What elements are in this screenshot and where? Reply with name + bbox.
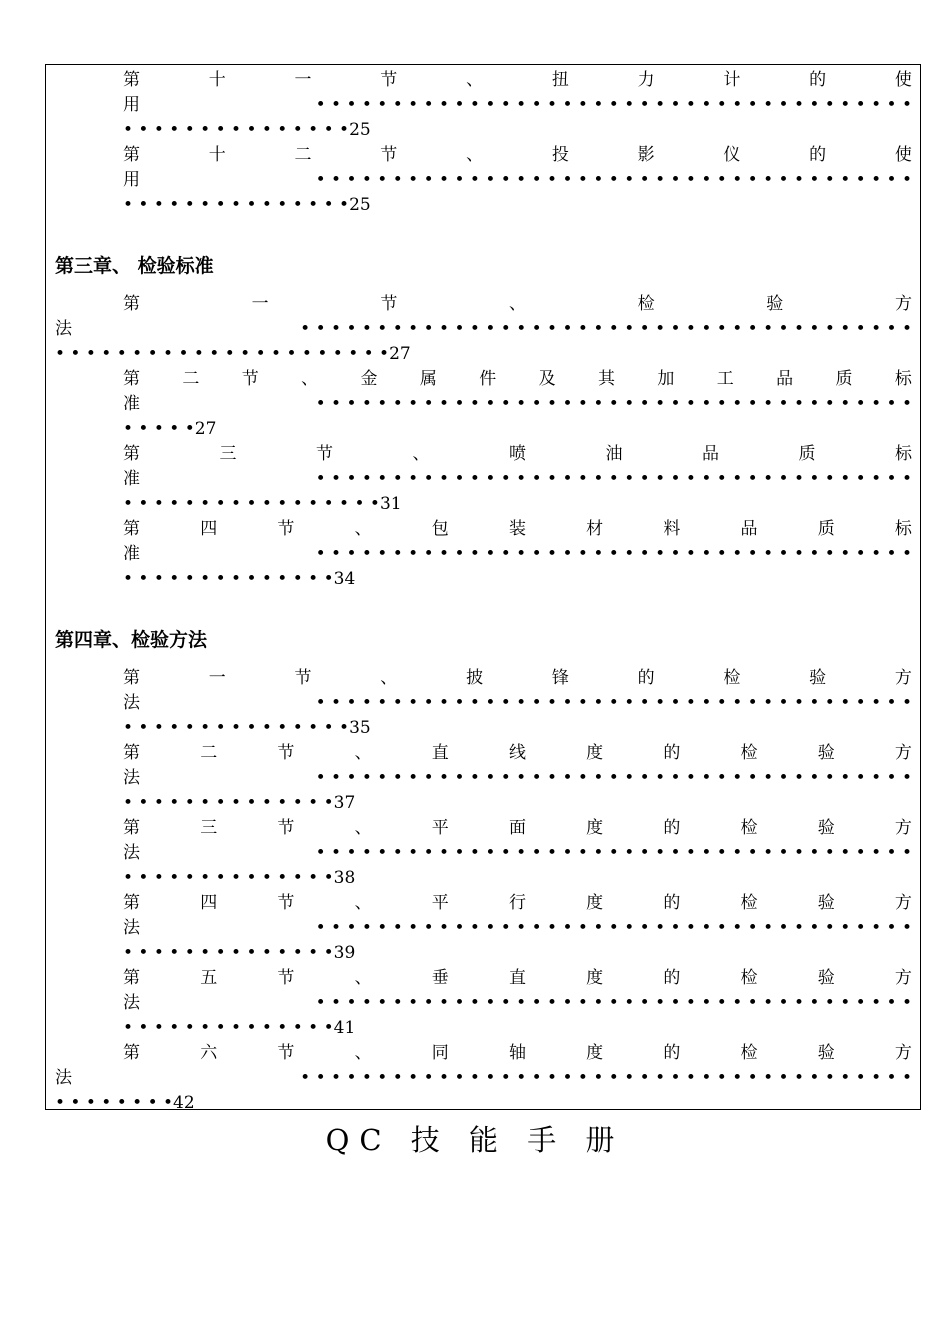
toc-entry [123, 816, 912, 891]
dot-leader: • • • • • • • • • • • • • • • • • • • • • • • • • • • • • • • • • • • • • • • • [300, 319, 912, 339]
toc-entry-title-line: 第 二 节 、 直 线 度 的 检 验 方 [123, 743, 912, 763]
toc-entry-leader-line: 法 • • • • • • • • • • • • • • • • • • • • • • • • • • • • • • • • • • • • • • • [123, 841, 912, 866]
chapter-heading: 第三章、 检验标准 [55, 255, 214, 277]
toc-entry [123, 891, 912, 966]
toc-entry-page-line: • • • • • • • • • • • • • • •25 [123, 195, 371, 215]
toc-entry-page-line: • • • • • • • •42 [55, 1093, 195, 1113]
dot-leader: • • • • • • • • • • • • • • • • • • • • • • • • • • • • • • • • • • • • • • • [315, 843, 912, 863]
toc-entry-title-line: 第 十 一 节 、 扭 力 计 的 使 [123, 70, 912, 90]
dot-leader: • • • • • • • • • • • • • • • • • • • • • • • • • • • • • • • • • • • • • • • [315, 544, 912, 564]
dot-leader: • • • • • • • • • • • • • • • • • • • • • • • • • • • • • • • • • • • • • • • [315, 768, 912, 788]
toc-entry-title-line: 第 二 节 、 金 属 件 及 其 加 工 品 质 标 [123, 369, 912, 389]
toc-entry-page-line: • • • • • • • • • • • • • •38 [123, 868, 356, 888]
manual-title: QC 技 能 手 册 [325, 1123, 625, 1157]
page-number: 39 [333, 943, 356, 963]
toc-entry-leader-line: 用 • • • • • • • • • • • • • • • • • • • • • • • • • • • • • • • • • • • • • • • [123, 168, 912, 193]
page-number: 35 [349, 718, 371, 738]
toc-entry-page-line: • • • • •27 [123, 419, 217, 439]
toc-entry-leader-line: 法 • • • • • • • • • • • • • • • • • • • • • • • • • • • • • • • • • • • • • • • • [55, 317, 912, 342]
toc-entry [123, 966, 912, 1041]
toc-entry [123, 68, 912, 143]
toc-entry-title-line: 第 五 节 、 垂 直 度 的 检 验 方 [123, 968, 912, 988]
toc-entry-page-line: • • • • • • • • • • • • • •39 [123, 943, 356, 963]
toc-entry [123, 367, 912, 442]
toc-entry-title-line: 第 六 节 、 同 轴 度 的 检 验 方 [123, 1043, 912, 1063]
toc-entry-leader-line: 法 • • • • • • • • • • • • • • • • • • • • • • • • • • • • • • • • • • • • • • • [123, 766, 912, 791]
page-number: 27 [194, 419, 217, 439]
dot-leader: • • • • • • • • • • • • • • • • • • • • • • • • • • • • • • • • • • • • • • • [315, 693, 912, 713]
dot-leader: • • • • • • • • • • • • • • • • • • • • • • • • • • • • • • • • • • • • • • • • [300, 1068, 912, 1088]
dot-leader: • • • • • • • • • • • • • • • • • • • • • • • • • • • • • • • • • • • • • • • [315, 170, 912, 190]
dot-leader: • • • • • • • • • • • • • • • • • • • • • • • • • • • • • • • • • • • • • • • [315, 469, 912, 489]
toc-entry [55, 1041, 912, 1116]
toc-entry [123, 442, 912, 517]
page-number: 37 [333, 793, 356, 813]
page-number: 25 [349, 120, 371, 140]
toc-entry-title-line: 第 一 节 、 披 锋 的 检 验 方 [123, 668, 912, 688]
page-number: 25 [349, 195, 371, 215]
toc-entry-title-line: 第 四 节 、 平 行 度 的 检 验 方 [123, 893, 912, 913]
toc-entry-page-line: • • • • • • • • • • • • • • • • • • • • • •27 [55, 344, 411, 364]
toc-entry [123, 143, 912, 218]
dot-leader: • • • • • • • • • • • • • • • • • • • • • • • • • • • • • • • • • • • • • • • [315, 918, 912, 938]
toc-entry-page-line: • • • • • • • • • • • • • • • • •31 [123, 494, 402, 514]
dot-leader: • • • • • • • • • • • • • • • • • • • • • • • • • • • • • • • • • • • • • • • [315, 95, 912, 115]
toc-entry [123, 517, 912, 592]
toc-entry [123, 741, 912, 816]
toc-entry-leader-line: 法 • • • • • • • • • • • • • • • • • • • • • • • • • • • • • • • • • • • • • • • [123, 916, 912, 941]
page-number: 42 [173, 1093, 195, 1113]
toc-entry-leader-line: 法 • • • • • • • • • • • • • • • • • • • • • • • • • • • • • • • • • • • • • • • [123, 991, 912, 1016]
page-number: 34 [333, 569, 356, 589]
toc-entry-leader-line: 法 • • • • • • • • • • • • • • • • • • • • • • • • • • • • • • • • • • • • • • • • [55, 1066, 912, 1091]
dot-leader: • • • • • • • • • • • • • • • • • • • • • • • • • • • • • • • • • • • • • • • [315, 394, 912, 414]
toc-entry-title-line: 第 一 节 、 检 验 方 [123, 294, 912, 314]
toc-entry-title-line: 第 三 节 、 平 面 度 的 检 验 方 [123, 818, 912, 838]
toc-entry-leader-line: 用 • • • • • • • • • • • • • • • • • • • • • • • • • • • • • • • • • • • • • • • [123, 93, 912, 118]
toc-entry [123, 666, 912, 741]
toc-entry-leader-line: 法 • • • • • • • • • • • • • • • • • • • • • • • • • • • • • • • • • • • • • • • [123, 691, 912, 716]
chapter-heading: 第四章、检验方法 [55, 629, 208, 651]
toc-entry-page-line: • • • • • • • • • • • • • • •25 [123, 120, 371, 140]
toc-frame [45, 64, 921, 1113]
toc-entry-leader-line: 准 • • • • • • • • • • • • • • • • • • • • • • • • • • • • • • • • • • • • • • • [123, 392, 912, 417]
toc-entry-title-line: 第 三 节 、 喷 油 品 质 标 [123, 444, 912, 464]
toc-entry-page-line: • • • • • • • • • • • • • •37 [123, 793, 356, 813]
toc-entry-title-line: 第 四 节 、 包 装 材 料 品 质 标 [123, 519, 912, 539]
page-number: 41 [333, 1018, 356, 1038]
toc-entry-title-line: 第 十 二 节 、 投 影 仪 的 使 [123, 145, 912, 165]
page-number: 31 [379, 494, 402, 514]
toc-entry-leader-line: 准 • • • • • • • • • • • • • • • • • • • • • • • • • • • • • • • • • • • • • • • [123, 542, 912, 567]
toc-entry-page-line: • • • • • • • • • • • • • • •35 [123, 718, 371, 738]
page-number: 27 [389, 344, 411, 364]
toc-entry [55, 292, 912, 367]
toc-entry-page-line: • • • • • • • • • • • • • •41 [123, 1018, 356, 1038]
toc-entry-page-line: • • • • • • • • • • • • • •34 [123, 569, 356, 589]
dot-leader: • • • • • • • • • • • • • • • • • • • • • • • • • • • • • • • • • • • • • • • [315, 993, 912, 1013]
page-number: 38 [333, 868, 356, 888]
toc-entry-leader-line: 准 • • • • • • • • • • • • • • • • • • • • • • • • • • • • • • • • • • • • • • • [123, 467, 912, 492]
